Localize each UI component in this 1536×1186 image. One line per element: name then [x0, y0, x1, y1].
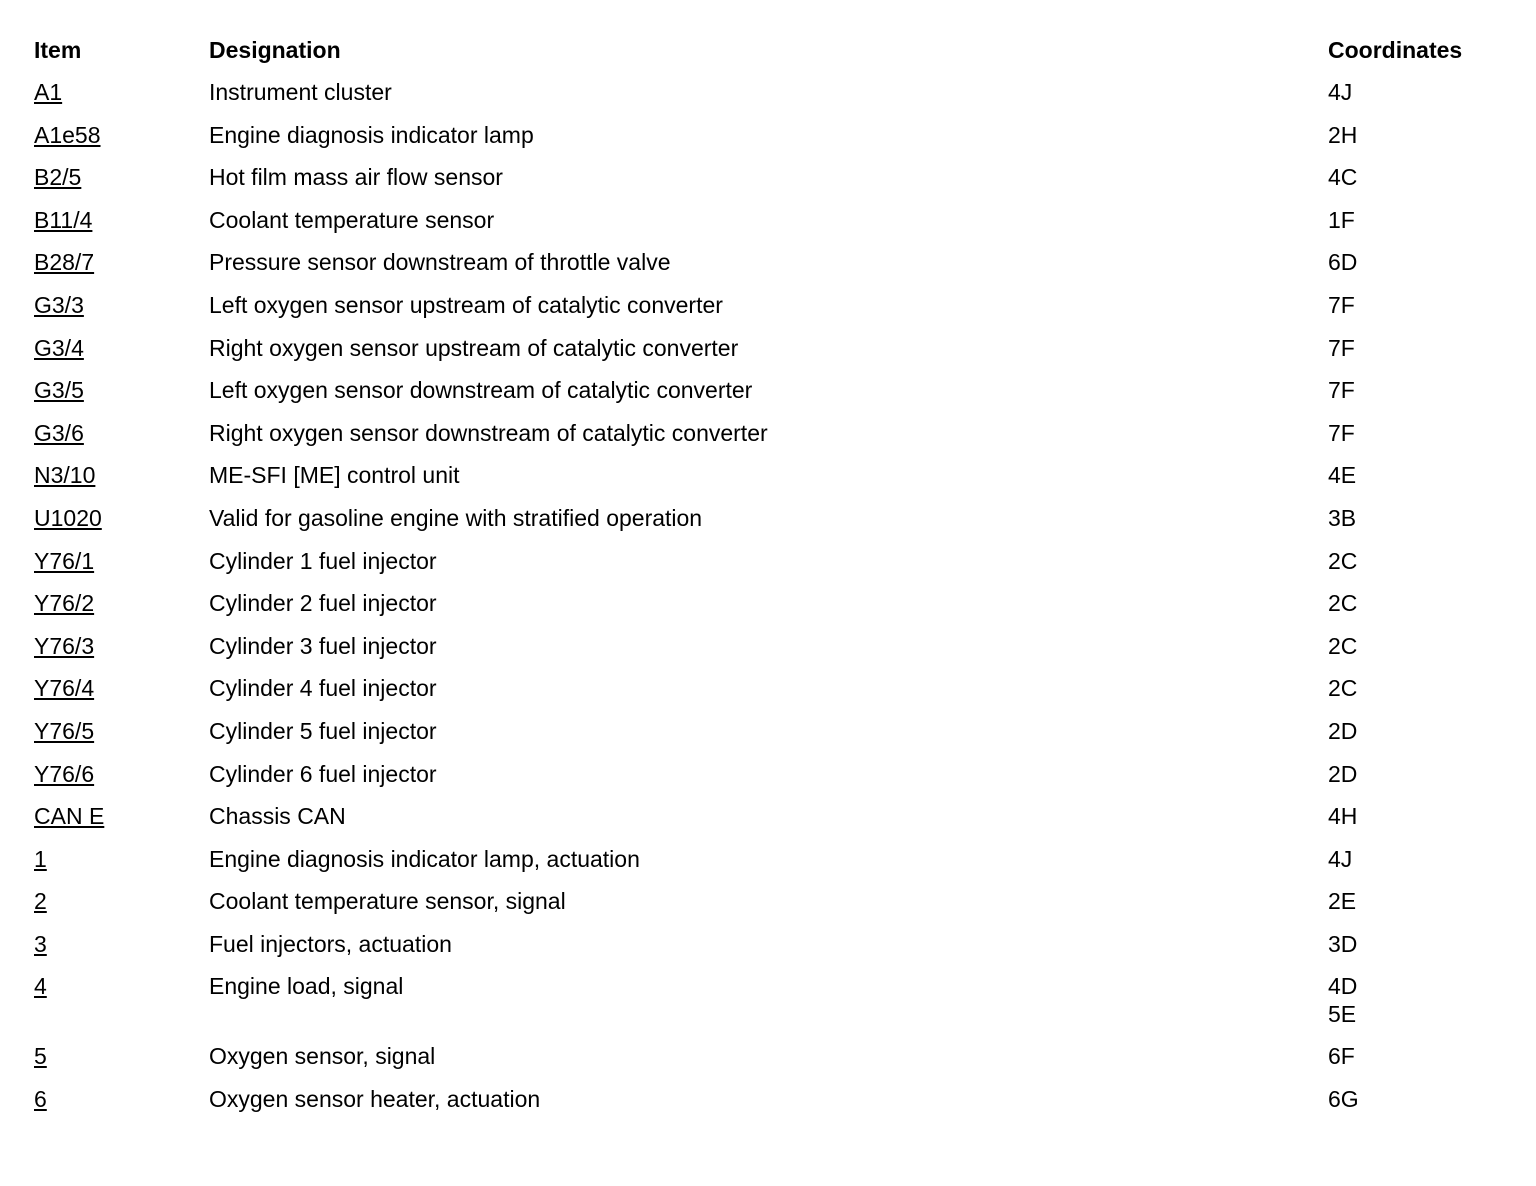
designation-cell: Right oxygen sensor downstream of catalytic converter	[209, 419, 768, 446]
item-cell	[34, 802, 209, 830]
coordinates-cell	[1328, 334, 1514, 362]
coordinate-value: 2C	[1328, 590, 1358, 617]
table-row	[34, 461, 1514, 504]
designation-cell: Chassis CAN	[209, 803, 346, 830]
table-row	[34, 802, 1514, 845]
coordinate-value: 5E	[1328, 1001, 1357, 1028]
item-cell	[34, 887, 209, 915]
coordinate-value: 2C	[1328, 675, 1358, 702]
item-link[interactable]: Y76/2	[34, 590, 95, 617]
table-row	[34, 163, 1514, 206]
designation-cell: Coolant temperature sensor	[209, 206, 495, 233]
table-row	[34, 291, 1514, 334]
coordinates-cell	[1328, 419, 1514, 447]
item-cell	[34, 717, 209, 745]
item-link[interactable]: A1e58	[34, 121, 101, 148]
designation-cell: Valid for gasoline engine with stratified operation	[209, 504, 703, 531]
table-row	[34, 717, 1514, 760]
coordinate-value: 4C	[1328, 164, 1358, 191]
item-link[interactable]: 5	[34, 1043, 47, 1070]
table-row	[34, 248, 1514, 291]
table-row	[34, 589, 1514, 632]
designation-cell: Pressure sensor downstream of throttle valve	[209, 249, 671, 276]
item-cell	[34, 334, 209, 362]
item-cell	[34, 632, 209, 660]
coordinates-column-header: Coordinates	[1328, 37, 1463, 63]
coordinate-value: 2D	[1328, 760, 1358, 787]
table-row	[34, 1085, 1514, 1128]
designation-cell: Engine diagnosis indicator lamp	[209, 121, 534, 148]
table-row	[34, 760, 1514, 803]
designation-cell: Left oxygen sensor downstream of catalytic converter	[209, 377, 753, 404]
coordinates-cell	[1328, 461, 1514, 489]
item-link[interactable]: 3	[34, 930, 47, 957]
coordinate-value: 3B	[1328, 504, 1357, 531]
table-header	[34, 36, 1514, 78]
table-row	[34, 206, 1514, 249]
item-link[interactable]: 1	[34, 845, 47, 872]
table-row	[34, 121, 1514, 164]
coordinate-value: 6D	[1328, 249, 1358, 276]
item-column-header: Item	[34, 37, 82, 63]
coordinate-value: 4H	[1328, 803, 1358, 830]
coordinates-cell	[1328, 972, 1514, 1028]
item-cell	[34, 845, 209, 873]
item-cell	[34, 248, 209, 276]
coordinates-cell	[1328, 760, 1514, 788]
coordinates-cell	[1328, 930, 1514, 958]
designation-cell: Cylinder 1 fuel injector	[209, 547, 437, 574]
item-cell	[34, 930, 209, 958]
item-link[interactable]: Y76/6	[34, 760, 95, 787]
item-cell	[34, 419, 209, 447]
coordinates-cell	[1328, 887, 1514, 915]
item-link[interactable]: 2	[34, 888, 47, 915]
coordinate-value: 1F	[1328, 206, 1355, 233]
table-row	[34, 419, 1514, 462]
item-cell	[34, 674, 209, 702]
coordinate-value: 4J	[1328, 79, 1353, 105]
item-link[interactable]: B2/5	[34, 164, 82, 191]
item-cell	[34, 760, 209, 788]
designation-cell: Hot film mass air flow sensor	[209, 164, 503, 191]
table-row	[34, 972, 1514, 1042]
coordinate-value: 2C	[1328, 547, 1358, 574]
coordinates-cell	[1328, 206, 1514, 234]
coordinates-cell	[1328, 1042, 1514, 1070]
item-link[interactable]: Y76/4	[34, 675, 95, 702]
coordinate-value: 2E	[1328, 888, 1357, 915]
item-cell	[34, 1042, 209, 1070]
coordinate-value: 4D	[1328, 973, 1358, 1000]
item-cell	[34, 121, 209, 149]
designation-cell: Cylinder 3 fuel injector	[209, 632, 437, 659]
designation-cell: Left oxygen sensor upstream of catalytic converter	[209, 291, 723, 318]
item-link[interactable]: A1	[34, 79, 63, 105]
designation-cell: Engine diagnosis indicator lamp, actuation	[209, 845, 640, 872]
item-link[interactable]: N3/10	[34, 462, 96, 489]
coordinates-cell	[1328, 78, 1514, 106]
designation-cell: Right oxygen sensor upstream of catalytic converter	[209, 334, 739, 361]
coordinate-value: 4E	[1328, 462, 1357, 489]
table-row	[34, 887, 1514, 930]
item-cell	[34, 547, 209, 575]
coordinates-cell	[1328, 632, 1514, 660]
item-cell	[34, 376, 209, 404]
coordinate-value: 7F	[1328, 419, 1355, 446]
item-cell	[34, 291, 209, 319]
item-link[interactable]: G3/3	[34, 291, 84, 318]
coordinates-cell	[1328, 504, 1514, 532]
table-row	[34, 1042, 1514, 1085]
item-link[interactable]: G3/5	[34, 377, 84, 404]
item-cell	[34, 163, 209, 191]
coordinates-cell	[1328, 547, 1514, 575]
table-row	[34, 845, 1514, 888]
item-link[interactable]: B11/4	[34, 206, 93, 233]
item-link[interactable]: G3/4	[34, 334, 84, 361]
coordinates-cell	[1328, 248, 1514, 276]
designation-cell: Oxygen sensor heater, actuation	[209, 1086, 541, 1113]
coordinates-cell	[1328, 163, 1514, 191]
table-row	[34, 632, 1514, 675]
coordinates-cell	[1328, 1085, 1514, 1113]
designation-cell: Oxygen sensor, signal	[209, 1043, 436, 1070]
item-link[interactable]: U1020	[34, 504, 102, 531]
coordinate-value: 7F	[1328, 377, 1355, 404]
item-cell	[34, 504, 209, 532]
coordinate-value: 6F	[1328, 1043, 1355, 1070]
coordinates-cell	[1328, 717, 1514, 745]
designation-column-header: Designation	[209, 37, 341, 63]
coordinate-value: 7F	[1328, 334, 1355, 361]
designation-cell: Fuel injectors, actuation	[209, 930, 452, 957]
coordinates-cell	[1328, 589, 1514, 617]
item-cell	[34, 78, 209, 106]
item-cell	[34, 1085, 209, 1113]
coordinate-value: 6G	[1328, 1086, 1359, 1113]
coordinates-cell	[1328, 674, 1514, 702]
item-link[interactable]: Y76/5	[34, 717, 95, 744]
item-link[interactable]: G3/6	[34, 419, 84, 446]
coordinates-cell	[1328, 845, 1514, 873]
table-row	[34, 504, 1514, 547]
coordinate-value: 4J	[1328, 845, 1353, 872]
item-link[interactable]: 4	[34, 973, 47, 1000]
coordinate-value: 3D	[1328, 930, 1358, 957]
designation-cell: Cylinder 4 fuel injector	[209, 675, 437, 702]
coordinates-cell	[1328, 121, 1514, 149]
table-row	[34, 376, 1514, 419]
designation-cell: Cylinder 5 fuel injector	[209, 717, 437, 744]
item-link[interactable]: CAN E	[34, 803, 105, 830]
table-row	[34, 78, 1514, 121]
coordinates-cell	[1328, 376, 1514, 404]
legend-table	[34, 36, 1514, 1128]
table-row	[34, 547, 1514, 590]
item-link[interactable]: Y76/1	[34, 547, 95, 574]
item-cell	[34, 206, 209, 234]
coordinate-value: 7F	[1328, 291, 1355, 318]
item-link[interactable]: Y76/3	[34, 632, 95, 659]
item-cell	[34, 972, 209, 1000]
designation-cell: Engine load, signal	[209, 973, 404, 1000]
table-row	[34, 334, 1514, 377]
designation-cell: Coolant temperature sensor, signal	[209, 888, 566, 915]
item-cell	[34, 461, 209, 489]
designation-cell: ME-SFI [ME] control unit	[209, 462, 460, 489]
item-cell	[34, 589, 209, 617]
coordinates-cell	[1328, 802, 1514, 830]
item-link[interactable]: 6	[34, 1086, 47, 1113]
table-row	[34, 674, 1514, 717]
item-link[interactable]: B28/7	[34, 249, 95, 276]
coordinate-value: 2C	[1328, 632, 1358, 659]
designation-cell: Cylinder 2 fuel injector	[209, 590, 437, 617]
designation-cell: Instrument cluster	[209, 79, 392, 105]
table-body	[34, 78, 1514, 1128]
table-row	[34, 930, 1514, 973]
coordinate-value: 2H	[1328, 121, 1358, 148]
coordinate-value: 2D	[1328, 717, 1358, 744]
designation-cell: Cylinder 6 fuel injector	[209, 760, 437, 787]
coordinates-cell	[1328, 291, 1514, 319]
